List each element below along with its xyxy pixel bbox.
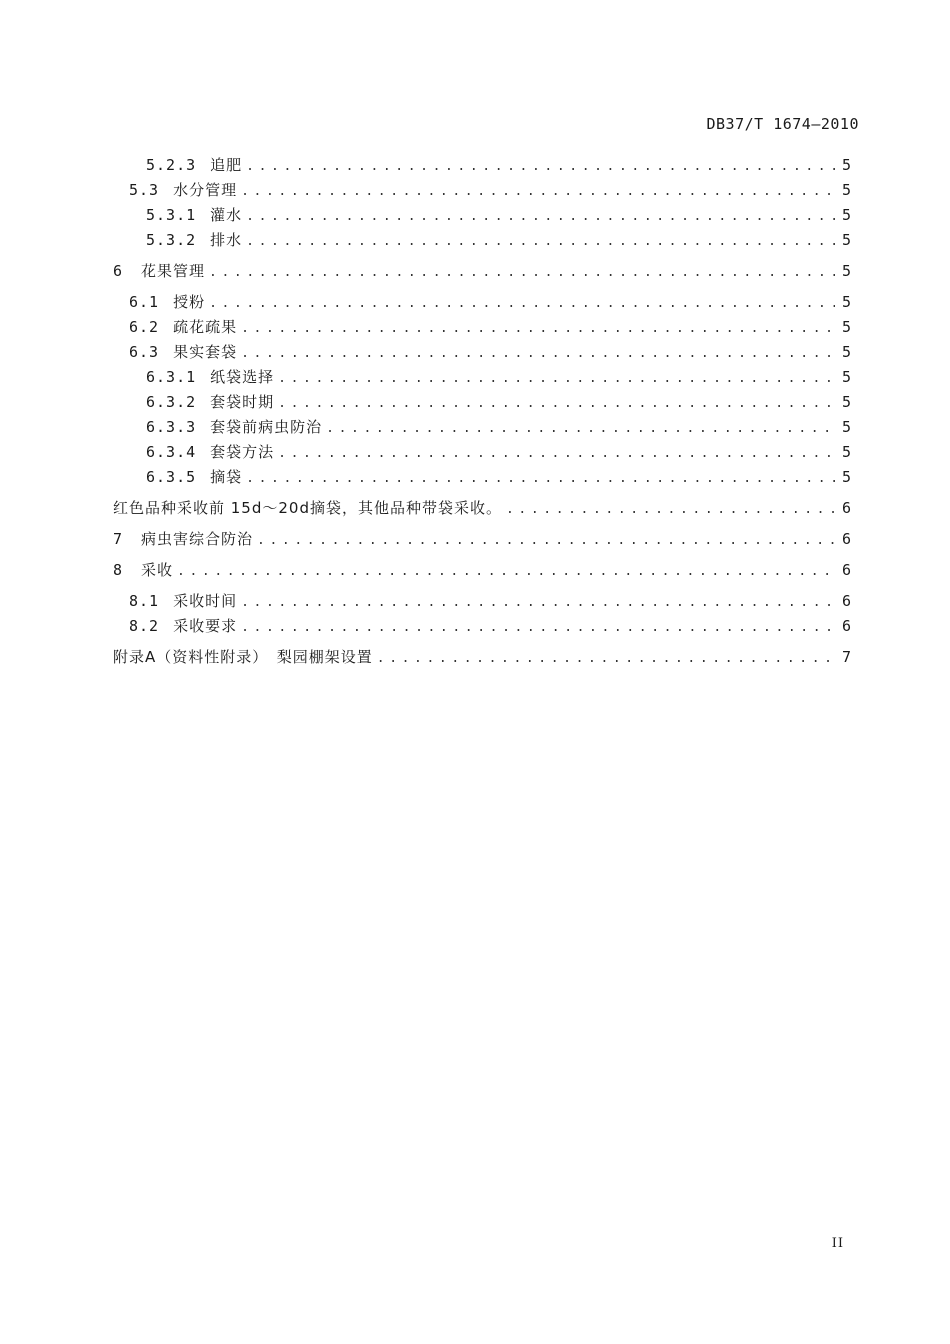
toc-title: 附录A（资料性附录） 梨园棚架设置	[113, 648, 373, 666]
toc-title: 摘袋	[210, 468, 243, 486]
toc-title: 套袋方法	[210, 443, 275, 461]
document-code: DB37/T 1674—2010	[706, 115, 859, 133]
toc-entry[interactable]	[113, 228, 851, 253]
dot-leader	[278, 391, 835, 416]
toc-page: 5	[841, 368, 851, 386]
toc-number: 8	[113, 561, 124, 579]
toc-page: 6	[841, 592, 851, 610]
toc-number: 6.3.3	[146, 418, 197, 436]
toc-entry[interactable]	[113, 178, 851, 203]
toc-page: 5	[841, 156, 851, 174]
toc-title: 采收	[141, 561, 174, 579]
toc-title: 灌水	[210, 206, 243, 224]
dot-leader	[209, 291, 835, 316]
toc-page: 5	[841, 343, 851, 361]
toc-page: 6	[841, 617, 851, 635]
toc-page: 5	[841, 181, 851, 199]
toc-entry[interactable]	[113, 558, 851, 583]
dot-leader	[377, 646, 835, 671]
toc-number: 7	[113, 530, 124, 548]
toc-page: 5	[841, 418, 851, 436]
dot-leader	[241, 179, 835, 204]
toc-entry[interactable]	[113, 203, 851, 228]
toc-number: 8.1	[129, 592, 160, 610]
toc-title: 纸袋选择	[210, 368, 275, 386]
dot-leader	[326, 416, 835, 441]
toc-title: 疏花疏果	[173, 318, 238, 336]
toc-number: 6.3	[129, 343, 160, 361]
toc-entry[interactable]	[113, 440, 851, 465]
toc-page: 5	[841, 468, 851, 486]
toc-title: 套袋前病虫防治	[210, 418, 323, 436]
toc-page: 5	[841, 262, 851, 280]
toc-entry[interactable]	[113, 365, 851, 390]
toc-page: 6	[841, 499, 851, 517]
dot-leader	[241, 615, 835, 640]
toc-title: 追肥	[210, 156, 243, 174]
toc-number: 6.3.2	[146, 393, 197, 411]
toc-number: 6.1	[129, 293, 160, 311]
toc-title: 红色品种采收前 15d～20d摘袋，其他品种带袋采收。	[113, 499, 502, 517]
dot-leader	[177, 559, 835, 584]
toc-number: 5.2.3	[146, 156, 197, 174]
toc-page: 5	[841, 318, 851, 336]
toc-page: 6	[841, 530, 851, 548]
toc-page: 5	[841, 231, 851, 249]
toc-entry[interactable]	[113, 496, 851, 521]
toc-number: 6	[113, 262, 124, 280]
toc-entry[interactable]	[113, 290, 851, 315]
toc-page: 5	[841, 443, 851, 461]
toc-title: 水分管理	[173, 181, 238, 199]
toc-number: 6.3.4	[146, 443, 197, 461]
toc-entry[interactable]	[113, 465, 851, 490]
toc-title: 排水	[210, 231, 243, 249]
toc-number: 5.3.1	[146, 206, 197, 224]
toc-title: 果实套袋	[173, 343, 238, 361]
toc-entry[interactable]	[113, 527, 851, 552]
dot-leader	[246, 466, 835, 491]
toc-page: 5	[841, 206, 851, 224]
page-number: II	[831, 1236, 844, 1251]
toc-number: 8.2	[129, 617, 160, 635]
toc-number: 6.3.5	[146, 468, 197, 486]
dot-leader	[241, 341, 835, 366]
toc-title: 花果管理	[141, 262, 206, 280]
dot-leader	[209, 260, 835, 285]
dot-leader	[246, 204, 835, 229]
dot-leader	[278, 441, 835, 466]
toc-title: 采收要求	[173, 617, 238, 635]
toc-entry[interactable]	[113, 614, 851, 639]
toc-number: 6.3.1	[146, 368, 197, 386]
toc-entry[interactable]	[113, 415, 851, 440]
dot-leader	[246, 229, 835, 254]
toc-entry[interactable]	[113, 390, 851, 415]
toc-number: 5.3	[129, 181, 160, 199]
dot-leader	[241, 590, 835, 615]
toc-entry[interactable]	[113, 645, 851, 670]
toc-entry[interactable]	[113, 589, 851, 614]
toc-page: 6	[841, 561, 851, 579]
toc-number: 6.2	[129, 318, 160, 336]
toc-entry[interactable]	[113, 315, 851, 340]
toc-page: 5	[841, 393, 851, 411]
toc-title: 病虫害综合防治	[141, 530, 254, 548]
table-of-contents	[113, 153, 851, 670]
dot-leader	[506, 497, 835, 522]
toc-page: 7	[841, 648, 851, 666]
toc-entry[interactable]	[113, 340, 851, 365]
toc-page: 5	[841, 293, 851, 311]
toc-title: 套袋时期	[210, 393, 275, 411]
toc-entry[interactable]	[113, 259, 851, 284]
dot-leader	[246, 154, 835, 179]
dot-leader	[241, 316, 835, 341]
toc-entry[interactable]	[113, 153, 851, 178]
dot-leader	[257, 528, 835, 553]
toc-title: 授粉	[173, 293, 206, 311]
dot-leader	[278, 366, 835, 391]
toc-number: 5.3.2	[146, 231, 197, 249]
toc-title: 采收时间	[173, 592, 238, 610]
